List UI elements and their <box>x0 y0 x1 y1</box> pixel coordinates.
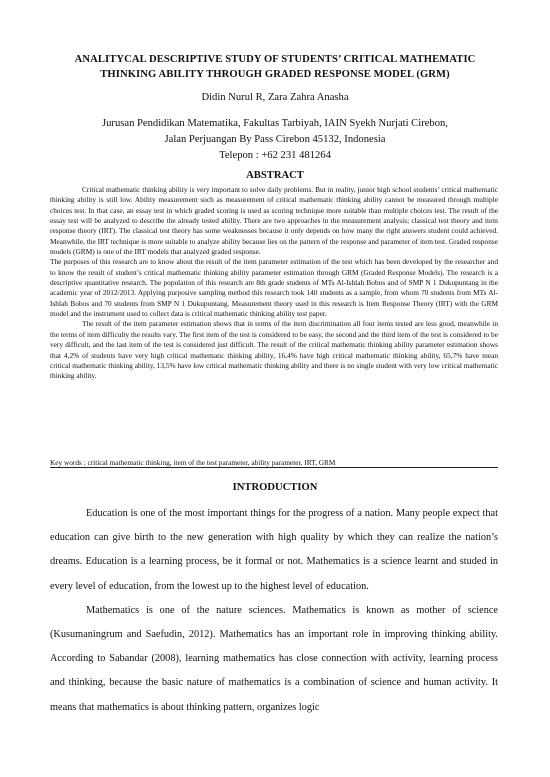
paper-title-line-1: ANALITYCAL DESCRIPTIVE STUDY OF STUDENTS’ CRITICAL MATHEMATIC <box>74 54 476 65</box>
introduction-heading: INTRODUCTION <box>232 482 318 493</box>
affiliation-line-2: Jalan Perjuangan By Pass Cirebon 45132, Indonesia <box>164 134 386 145</box>
paper-title <box>40 52 510 82</box>
introduction-body <box>50 502 498 720</box>
paper-title-line-2: THINKING ABILITY THROUGH GRADED RESPONSE MODEL (GRM) <box>100 69 450 80</box>
keywords-rule <box>50 467 498 468</box>
affiliation-line-3: Telepon : +62 231 481264 <box>219 150 331 161</box>
abstract-heading: ABSTRACT <box>246 170 304 181</box>
abstract-paragraph-1: Critical mathematic thinking ability is very important to solve daily problems. But in reality, junior high school students’ critical mathematic thinking ability is still low. Ability measurement such as measurement of critical mathematic thinking ability cannot be measured through multiple choices test. In that case, an essay test in which graded scoring is used as scoring technique more suitable than multiple choices test. The result of the essay test will be analyzed to describe the already tested ability. There are two approaches in the measurement analysis; classical test theory and item response theory (IRT). The classical test theory has some weaknesses because it only depends on how many the right answers student could achieved. Meanwhile, the IRT technique is more suitable to analyze ability because lies on the pattern of the response and parameter of item test. Graded response models (GRM) is one of the IRT models that analyzed graded response. <box>50 185 498 257</box>
introduction-paragraph-1: Education is one of the most important things for the progress of a nation. Many people expect that education can give birth to the new generation with high quality by which they can realize the nation’s dreams. Education is a learning process, be it formal or not. Mathematics is a science learnt and studed in every level of education, from the lowest up to the highest level of education. <box>50 508 498 592</box>
introduction-paragraph-2: Mathematics is one of the nature sciences. Mathematics is known as mother of science (Kusumaningrum and Saefudin, 2012). Mathematics has an important role in improving thinking ability. According to Sabandar (2008), learning mathematics has close connection with activity, learning process and thinking, because the basic nature of mathematics is a combination of science and human activity. It means that mathematics is about thinking pattern, organizes logic <box>50 604 498 713</box>
keywords-line: Key words : critical mathematic thinking, item of the test parameter, ability parameter, IRT, GRM <box>50 458 336 467</box>
author-names: Didin Nurul R, Zara Zahra Anasha <box>201 92 349 103</box>
abstract-paragraph-2: The purposes of this research are to know about the result of the item parameter estimation of the test which has been developed by the researcher and to know the result of student’s critical mathematic thinking ability parameter estimation through GRM (Graded Response Models). The research is a descriptive quantitative research. The population of this research are 8th grade students of MTs Al-Ishlah Bobos and of SMP N 1 Dukupuntang in the academic year of 2012/2013. Applying purposive sampling method this research took 140 students as a sample, from whom 70 students from MTs Al-Ishlah Bobos and 70 students from SMP N 1 Dukupuntang. Measurement theory used in this research is Item Response Theory (IRT) with the GRM model and the instrument used to collect data is critical mathematic thinking ability test paper. <box>50 257 498 319</box>
affiliation-block <box>40 116 510 164</box>
abstract-body <box>50 185 498 382</box>
affiliation-line-1: Jurusan Pendidikan Matematika, Fakultas Tarbiyah, IAIN Syekh Nurjati Cirebon, <box>102 118 448 129</box>
abstract-paragraph-3: The result of the item parameter estimation shows that in terms of the item discrimination all four items tested are less good, meanwhile in the terms of item difficulty the results vary. The first item of the test is considered to be easy, the second and the third item of the test is considered to be very difficult, and the last item of the test is considered just difficult. The result of the critical mathematic thinking ability parameter estimation shows that 4,2% of students have very high critical mathematic thinking ability, 16,4% have high critical mathematic thinking ability, 65,7% have mean critical mathematic thinking ability, 13,5% have low critical mathematic thinking ability and there is no single student with very low critical mathematic thinking ability. <box>50 319 498 381</box>
